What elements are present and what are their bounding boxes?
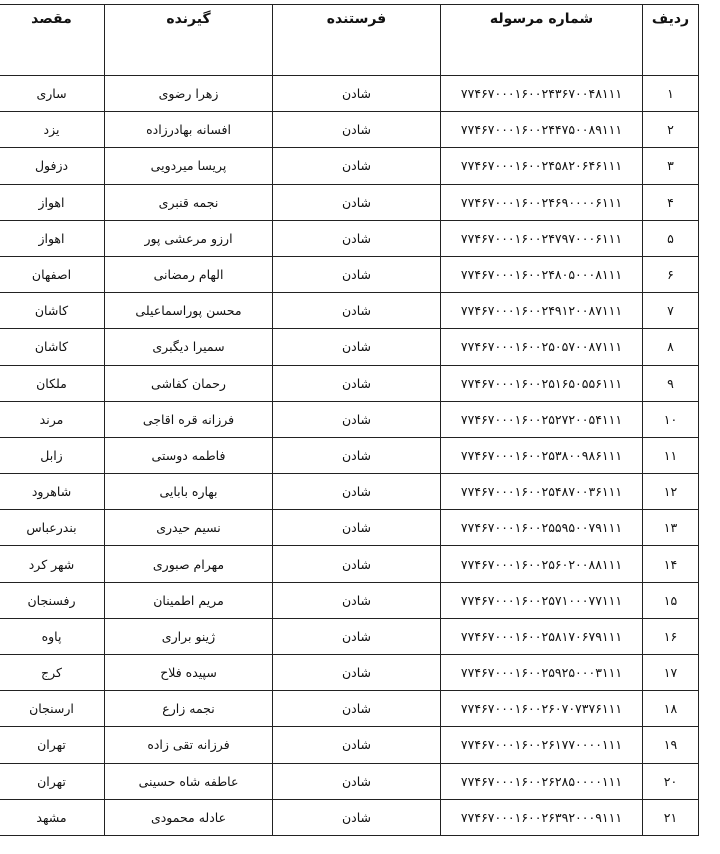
cell-sender: شادن <box>273 220 441 256</box>
cell-recipient: سمیرا دیگبری <box>105 329 273 365</box>
cell-destination: زابل <box>0 437 105 473</box>
table-row <box>0 618 699 654</box>
cell-destination: شاهرود <box>0 474 105 510</box>
header-sender: فرستنده <box>273 5 441 76</box>
cell-sender: شادن <box>273 401 441 437</box>
table-body <box>0 76 699 836</box>
cell-recipient: پریسا میردویی <box>105 148 273 184</box>
cell-recipient: عاطفه شاه حسینی <box>105 763 273 799</box>
cell-row-number: ۱۸ <box>643 691 699 727</box>
header-recipient: گیرنده <box>105 5 273 76</box>
table-row <box>0 148 699 184</box>
cell-sender: شادن <box>273 112 441 148</box>
cell-recipient: محسن پوراسماعیلی <box>105 293 273 329</box>
cell-recipient: نسیم حیدری <box>105 510 273 546</box>
table-row <box>0 112 699 148</box>
table-row <box>0 256 699 292</box>
table-row <box>0 582 699 618</box>
header-row-number: ردیف <box>643 5 699 76</box>
cell-tracking-number: ۷۷۴۶۷۰۰۰۱۶۰۰۲۵۵۹۵۰۰۷۹۱۱۱ <box>441 510 643 546</box>
cell-row-number: ۹ <box>643 365 699 401</box>
cell-tracking-number: ۷۷۴۶۷۰۰۰۱۶۰۰۲۶۲۸۵۰۰۰۰۱۱۱ <box>441 763 643 799</box>
table-row <box>0 401 699 437</box>
cell-destination: پاوه <box>0 618 105 654</box>
cell-row-number: ۲۰ <box>643 763 699 799</box>
cell-sender: شادن <box>273 437 441 473</box>
cell-row-number: ۵ <box>643 220 699 256</box>
cell-sender: شادن <box>273 582 441 618</box>
table-row <box>0 799 699 835</box>
cell-destination: تهران <box>0 763 105 799</box>
cell-destination: دزفول <box>0 148 105 184</box>
cell-tracking-number: ۷۷۴۶۷۰۰۰۱۶۰۰۲۴۷۹۷۰۰۰۶۱۱۱ <box>441 220 643 256</box>
table-row <box>0 76 699 112</box>
cell-sender: شادن <box>273 691 441 727</box>
cell-tracking-number: ۷۷۴۶۷۰۰۰۱۶۰۰۲۵۹۲۵۰۰۰۳۱۱۱ <box>441 655 643 691</box>
cell-tracking-number: ۷۷۴۶۷۰۰۰۱۶۰۰۲۵۳۸۰۰۹۸۶۱۱۱ <box>441 437 643 473</box>
cell-destination: کرج <box>0 655 105 691</box>
cell-row-number: ۱۱ <box>643 437 699 473</box>
table-row <box>0 727 699 763</box>
cell-sender: شادن <box>273 256 441 292</box>
header-row <box>0 5 699 76</box>
cell-destination: ارسنجان <box>0 691 105 727</box>
cell-sender: شادن <box>273 510 441 546</box>
cell-row-number: ۳ <box>643 148 699 184</box>
table-row <box>0 691 699 727</box>
cell-recipient: مریم اطمینان <box>105 582 273 618</box>
table-row <box>0 546 699 582</box>
cell-sender: شادن <box>273 184 441 220</box>
cell-row-number: ۱۳ <box>643 510 699 546</box>
cell-tracking-number: ۷۷۴۶۷۰۰۰۱۶۰۰۲۴۵۸۲۰۶۴۶۱۱۱ <box>441 148 643 184</box>
header-destination: مقصد <box>0 5 105 76</box>
cell-tracking-number: ۷۷۴۶۷۰۰۰۱۶۰۰۲۶۳۹۲۰۰۰۹۱۱۱ <box>441 799 643 835</box>
cell-destination: مرند <box>0 401 105 437</box>
cell-tracking-number: ۷۷۴۶۷۰۰۰۱۶۰۰۲۵۸۱۷۰۶۷۹۱۱۱ <box>441 618 643 654</box>
cell-sender: شادن <box>273 799 441 835</box>
cell-tracking-number: ۷۷۴۶۷۰۰۰۱۶۰۰۲۵۴۸۷۰۰۳۶۱۱۱ <box>441 474 643 510</box>
cell-row-number: ۱۲ <box>643 474 699 510</box>
table-row <box>0 184 699 220</box>
cell-recipient: فرزانه تقی زاده <box>105 727 273 763</box>
cell-destination: تهران <box>0 727 105 763</box>
cell-tracking-number: ۷۷۴۶۷۰۰۰۱۶۰۰۲۴۶۹۰۰۰۰۶۱۱۱ <box>441 184 643 220</box>
cell-recipient: زهرا رضوی <box>105 76 273 112</box>
cell-sender: شادن <box>273 655 441 691</box>
cell-sender: شادن <box>273 546 441 582</box>
cell-sender: شادن <box>273 365 441 401</box>
table-row <box>0 365 699 401</box>
cell-row-number: ۱۴ <box>643 546 699 582</box>
cell-destination: بندرعباس <box>0 510 105 546</box>
cell-recipient: افسانه بهادرزاده <box>105 112 273 148</box>
cell-row-number: ۱۷ <box>643 655 699 691</box>
header-tracking-number: شماره مرسوله <box>441 5 643 76</box>
cell-recipient: بهاره بابایی <box>105 474 273 510</box>
cell-sender: شادن <box>273 293 441 329</box>
cell-tracking-number: ۷۷۴۶۷۰۰۰۱۶۰۰۲۵۰۵۷۰۰۸۷۱۱۱ <box>441 329 643 365</box>
cell-row-number: ۸ <box>643 329 699 365</box>
cell-recipient: مهرام صبوری <box>105 546 273 582</box>
cell-sender: شادن <box>273 474 441 510</box>
cell-row-number: ۲ <box>643 112 699 148</box>
cell-destination: مشهد <box>0 799 105 835</box>
table-row <box>0 437 699 473</box>
cell-tracking-number: ۷۷۴۶۷۰۰۰۱۶۰۰۲۵۱۶۵۰۵۵۶۱۱۱ <box>441 365 643 401</box>
cell-destination: اصفهان <box>0 256 105 292</box>
cell-row-number: ۱۵ <box>643 582 699 618</box>
cell-recipient: الهام رمضانی <box>105 256 273 292</box>
table-row <box>0 510 699 546</box>
table-row <box>0 293 699 329</box>
cell-sender: شادن <box>273 148 441 184</box>
table-row <box>0 220 699 256</box>
cell-tracking-number: ۷۷۴۶۷۰۰۰۱۶۰۰۲۵۲۷۲۰۰۵۴۱۱۱ <box>441 401 643 437</box>
cell-tracking-number: ۷۷۴۶۷۰۰۰۱۶۰۰۲۶۰۷۰۷۳۷۶۱۱۱ <box>441 691 643 727</box>
cell-row-number: ۴ <box>643 184 699 220</box>
cell-recipient: رحمان کفاشی <box>105 365 273 401</box>
cell-destination: رفسنجان <box>0 582 105 618</box>
table-row <box>0 474 699 510</box>
table-header <box>0 5 699 76</box>
cell-tracking-number: ۷۷۴۶۷۰۰۰۱۶۰۰۲۵۶۰۲۰۰۸۸۱۱۱ <box>441 546 643 582</box>
shipments-table <box>0 4 699 836</box>
cell-sender: شادن <box>273 76 441 112</box>
table-row <box>0 655 699 691</box>
cell-destination: ملکان <box>0 365 105 401</box>
cell-destination: شهر کرد <box>0 546 105 582</box>
cell-destination: کاشان <box>0 329 105 365</box>
cell-row-number: ۱۶ <box>643 618 699 654</box>
cell-destination: یزد <box>0 112 105 148</box>
cell-tracking-number: ۷۷۴۶۷۰۰۰۱۶۰۰۲۵۷۱۰۰۰۷۷۱۱۱ <box>441 582 643 618</box>
cell-destination: اهواز <box>0 220 105 256</box>
cell-tracking-number: ۷۷۴۶۷۰۰۰۱۶۰۰۲۴۳۶۷۰۰۴۸۱۱۱ <box>441 76 643 112</box>
cell-sender: شادن <box>273 618 441 654</box>
cell-row-number: ۲۱ <box>643 799 699 835</box>
cell-row-number: ۶ <box>643 256 699 292</box>
cell-recipient: فاطمه دوستی <box>105 437 273 473</box>
cell-recipient: عادله محمودی <box>105 799 273 835</box>
cell-recipient: ارزو مرعشی پور <box>105 220 273 256</box>
cell-recipient: ژینو براری <box>105 618 273 654</box>
cell-sender: شادن <box>273 727 441 763</box>
cell-recipient: نجمه زارع <box>105 691 273 727</box>
cell-tracking-number: ۷۷۴۶۷۰۰۰۱۶۰۰۲۴۸۰۵۰۰۰۸۱۱۱ <box>441 256 643 292</box>
cell-tracking-number: ۷۷۴۶۷۰۰۰۱۶۰۰۲۴۴۷۵۰۰۸۹۱۱۱ <box>441 112 643 148</box>
table-row <box>0 329 699 365</box>
cell-recipient: نجمه قنبری <box>105 184 273 220</box>
cell-destination: اهواز <box>0 184 105 220</box>
cell-recipient: فرزانه قره اقاجی <box>105 401 273 437</box>
table-row <box>0 763 699 799</box>
cell-sender: شادن <box>273 763 441 799</box>
cell-sender: شادن <box>273 329 441 365</box>
cell-row-number: ۱۰ <box>643 401 699 437</box>
cell-destination: ساری <box>0 76 105 112</box>
cell-tracking-number: ۷۷۴۶۷۰۰۰۱۶۰۰۲۶۱۷۷۰۰۰۰۱۱۱ <box>441 727 643 763</box>
cell-destination: کاشان <box>0 293 105 329</box>
cell-row-number: ۷ <box>643 293 699 329</box>
cell-recipient: سپیده فلاح <box>105 655 273 691</box>
cell-tracking-number: ۷۷۴۶۷۰۰۰۱۶۰۰۲۴۹۱۲۰۰۸۷۱۱۱ <box>441 293 643 329</box>
cell-row-number: ۱۹ <box>643 727 699 763</box>
cell-row-number: ۱ <box>643 76 699 112</box>
